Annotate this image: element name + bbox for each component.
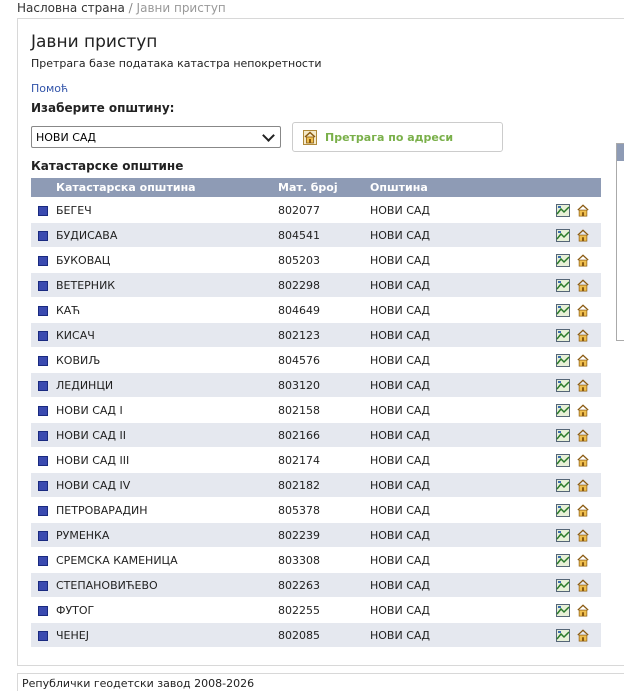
municipality-name: НОВИ САД: [370, 273, 556, 298]
house-icon[interactable]: [576, 629, 590, 642]
cadastral-name: ВЕТЕРНИК: [56, 273, 278, 298]
side-panel-header: [617, 144, 624, 161]
cadastral-id: 802085: [278, 623, 370, 648]
page-title: Јавни приступ: [31, 32, 158, 52]
table-row: [31, 348, 601, 373]
municipality-name: НОВИ САД: [370, 623, 556, 648]
municipality-name: НОВИ САД: [370, 498, 556, 523]
municipality-name: НОВИ САД: [370, 248, 556, 273]
row-bullet-cell: [31, 198, 56, 223]
municipality-name: НОВИ САД: [370, 348, 556, 373]
house-icon[interactable]: [576, 529, 590, 542]
table-row: [31, 573, 601, 598]
house-icon[interactable]: [576, 479, 590, 492]
cadastral-name: КОВИЉ: [56, 348, 278, 373]
house-icon[interactable]: [576, 279, 590, 292]
table-row: [31, 198, 601, 223]
cadastral-id: 802239: [278, 523, 370, 548]
bullet-icon: [38, 631, 48, 641]
row-actions: [556, 348, 601, 373]
map-icon[interactable]: [556, 579, 570, 592]
map-icon[interactable]: [556, 204, 570, 217]
table-row: [31, 373, 601, 398]
cadastral-name: БУКОВАЦ: [56, 248, 278, 273]
municipality-name: НОВИ САД: [370, 523, 556, 548]
bullet-icon: [38, 606, 48, 616]
footer: Републички геодетски завод 2008-2026: [17, 673, 624, 691]
side-panel: [616, 143, 624, 341]
municipality-name: НОВИ САД: [370, 448, 556, 473]
house-icon[interactable]: [576, 354, 590, 367]
table-row: [31, 523, 601, 548]
address-search-button[interactable]: [292, 122, 503, 152]
municipality-name: НОВИ САД: [370, 298, 556, 323]
map-icon[interactable]: [556, 504, 570, 517]
cadastral-name: НОВИ САД IV: [56, 473, 278, 498]
breadcrumb-separator: /: [128, 1, 133, 15]
bullet-icon: [38, 406, 48, 416]
row-bullet-cell: [31, 548, 56, 573]
section-title: Катастарске општине: [31, 159, 184, 173]
municipality-name: НОВИ САД: [370, 473, 556, 498]
table-row: [31, 473, 601, 498]
cadastral-id: 804576: [278, 348, 370, 373]
cadastral-name: КИСАЧ: [56, 323, 278, 348]
row-actions: [556, 373, 601, 398]
house-icon[interactable]: [576, 579, 590, 592]
row-bullet-cell: [31, 323, 56, 348]
house-icon[interactable]: [576, 304, 590, 317]
map-icon[interactable]: [556, 554, 570, 567]
house-icon[interactable]: [576, 604, 590, 617]
house-icon[interactable]: [576, 379, 590, 392]
table-row: [31, 423, 601, 448]
header-spacer: [31, 178, 56, 198]
bullet-icon: [38, 356, 48, 366]
house-icon[interactable]: [576, 204, 590, 217]
header-cadastral-municipality[interactable]: Катастарска општина: [56, 178, 278, 198]
cadastral-name: РУМЕНКА: [56, 523, 278, 548]
house-icon[interactable]: [576, 504, 590, 517]
header-id-number[interactable]: Мат. број: [278, 178, 370, 198]
row-bullet-cell: [31, 373, 56, 398]
row-actions: [556, 223, 601, 248]
map-icon[interactable]: [556, 229, 570, 242]
row-bullet-cell: [31, 423, 56, 448]
map-icon[interactable]: [556, 404, 570, 417]
bullet-icon: [38, 231, 48, 241]
bullet-icon: [38, 481, 48, 491]
row-actions: [556, 573, 601, 598]
house-icon[interactable]: [576, 429, 590, 442]
cadastral-name: НОВИ САД II: [56, 423, 278, 448]
bullet-icon: [38, 506, 48, 516]
cadastral-id: 802077: [278, 198, 370, 223]
row-bullet-cell: [31, 573, 56, 598]
cadastral-name: СТЕПАНОВИЋЕВО: [56, 573, 278, 598]
row-bullet-cell: [31, 598, 56, 623]
cadastral-name: ЧЕНЕЈ: [56, 623, 278, 648]
row-actions: [556, 548, 601, 573]
cadastral-id: 802263: [278, 573, 370, 598]
map-icon[interactable]: [556, 479, 570, 492]
bullet-icon: [38, 556, 48, 566]
bullet-icon: [38, 581, 48, 591]
map-icon[interactable]: [556, 329, 570, 342]
row-actions: [556, 323, 601, 348]
main-panel: [17, 18, 624, 666]
row-actions: [556, 473, 601, 498]
table-row: [31, 623, 601, 648]
map-icon[interactable]: [556, 454, 570, 467]
cadastral-name: НОВИ САД III: [56, 448, 278, 473]
bullet-icon: [38, 281, 48, 291]
map-icon[interactable]: [556, 254, 570, 267]
row-actions: [556, 423, 601, 448]
row-actions: [556, 523, 601, 548]
table-row: [31, 398, 601, 423]
row-actions: [556, 448, 601, 473]
municipality-name: НОВИ САД: [370, 598, 556, 623]
bullet-icon: [38, 381, 48, 391]
bullet-icon: [38, 256, 48, 266]
table-row: [31, 298, 601, 323]
table-row: [31, 273, 601, 298]
cadastral-id: 802158: [278, 398, 370, 423]
table-row: [31, 598, 601, 623]
cadastral-name: СРЕМСКА КАМЕНИЦА: [56, 548, 278, 573]
map-icon[interactable]: [556, 354, 570, 367]
row-bullet-cell: [31, 248, 56, 273]
row-bullet-cell: [31, 448, 56, 473]
cadastral-table: [31, 178, 601, 647]
bullet-icon: [38, 431, 48, 441]
bullet-icon: [38, 306, 48, 316]
row-actions: [556, 198, 601, 223]
cadastral-name: БЕГЕЧ: [56, 198, 278, 223]
table-row: [31, 248, 601, 273]
municipality-name: НОВИ САД: [370, 398, 556, 423]
page-subtitle: Претрага базе података катастра непокретности: [31, 57, 322, 70]
bullet-icon: [38, 331, 48, 341]
municipality-select-label: Изаберите општину:: [31, 101, 175, 115]
address-search-label: Претрага по адреси: [325, 130, 454, 144]
bullet-icon: [38, 531, 48, 541]
map-icon[interactable]: [556, 529, 570, 542]
cadastral-id: 805203: [278, 248, 370, 273]
cadastral-id: 805378: [278, 498, 370, 523]
municipality-name: НОВИ САД: [370, 373, 556, 398]
cadastral-name: НОВИ САД I: [56, 398, 278, 423]
cadastral-id: 802123: [278, 323, 370, 348]
map-icon[interactable]: [556, 629, 570, 642]
row-bullet-cell: [31, 398, 56, 423]
cadastral-id: 802298: [278, 273, 370, 298]
house-icon[interactable]: [576, 554, 590, 567]
house-icon[interactable]: [576, 229, 590, 242]
table-row: [31, 548, 601, 573]
row-bullet-cell: [31, 223, 56, 248]
header-municipality[interactable]: Општина: [370, 178, 556, 198]
help-link[interactable]: Помоћ: [31, 82, 69, 95]
table-header-row: [31, 178, 601, 198]
table-row: [31, 498, 601, 523]
row-bullet-cell: [31, 298, 56, 323]
cadastral-id: 802182: [278, 473, 370, 498]
row-actions: [556, 623, 601, 648]
row-actions: [556, 598, 601, 623]
table-row: [31, 448, 601, 473]
municipality-select[interactable]: [31, 126, 281, 148]
cadastral-id: 802174: [278, 448, 370, 473]
municipality-name: НОВИ САД: [370, 548, 556, 573]
municipality-name: НОВИ САД: [370, 573, 556, 598]
cadastral-id: 804649: [278, 298, 370, 323]
cadastral-id: 802166: [278, 423, 370, 448]
municipality-name: НОВИ САД: [370, 323, 556, 348]
row-actions: [556, 398, 601, 423]
map-icon[interactable]: [556, 379, 570, 392]
bullet-icon: [38, 456, 48, 466]
map-icon[interactable]: [556, 304, 570, 317]
cadastral-id: 803120: [278, 373, 370, 398]
cadastral-name: ФУТОГ: [56, 598, 278, 623]
cadastral-id: 804541: [278, 223, 370, 248]
municipality-select-value: НОВИ САД: [36, 130, 97, 144]
row-bullet-cell: [31, 623, 56, 648]
row-bullet-cell: [31, 523, 56, 548]
breadcrumb-current: Јавни приступ: [136, 1, 226, 15]
row-actions: [556, 498, 601, 523]
row-bullet-cell: [31, 498, 56, 523]
row-bullet-cell: [31, 273, 56, 298]
municipality-name: НОВИ САД: [370, 423, 556, 448]
house-icon: [303, 130, 317, 145]
bullet-icon: [38, 206, 48, 216]
row-actions: [556, 298, 601, 323]
cadastral-id: 803308: [278, 548, 370, 573]
house-icon[interactable]: [576, 404, 590, 417]
breadcrumb: [17, 1, 226, 15]
house-icon[interactable]: [576, 454, 590, 467]
municipality-name: НОВИ САД: [370, 198, 556, 223]
row-actions: [556, 248, 601, 273]
row-actions: [556, 273, 601, 298]
chevron-down-icon: [262, 129, 275, 142]
table-row: [31, 223, 601, 248]
house-icon[interactable]: [576, 329, 590, 342]
row-bullet-cell: [31, 473, 56, 498]
row-bullet-cell: [31, 348, 56, 373]
map-icon[interactable]: [556, 279, 570, 292]
map-icon[interactable]: [556, 429, 570, 442]
cadastral-id: 802255: [278, 598, 370, 623]
cadastral-name: ЛЕДИНЦИ: [56, 373, 278, 398]
breadcrumb-home-link[interactable]: Насловна страна: [17, 1, 125, 15]
cadastral-name: КАЋ: [56, 298, 278, 323]
table-row: [31, 323, 601, 348]
cadastral-name: ПЕТРОВАРАДИН: [56, 498, 278, 523]
map-icon[interactable]: [556, 604, 570, 617]
municipality-name: НОВИ САД: [370, 223, 556, 248]
house-icon[interactable]: [576, 254, 590, 267]
header-actions: [556, 178, 601, 198]
cadastral-name: БУДИСАВА: [56, 223, 278, 248]
